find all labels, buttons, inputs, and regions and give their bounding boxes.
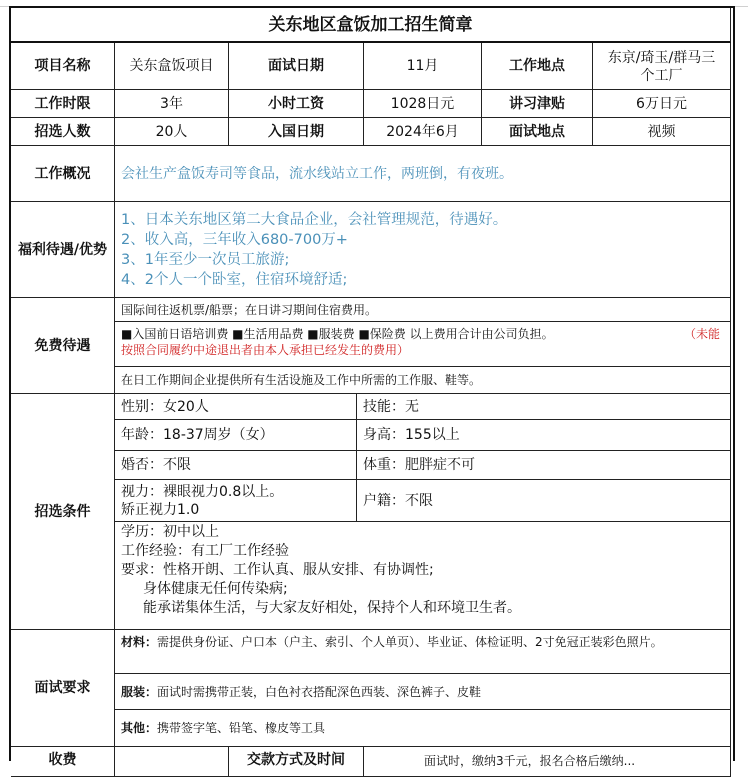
- interview-place-label: 面试地点: [482, 118, 593, 146]
- weight: 体重：肥胖症不可: [357, 451, 731, 480]
- requirement-1: 要求：性格开朗、工作认真、服从安排、有协调性;: [121, 562, 434, 578]
- page-title: 关东地区盒饭加工招生简章: [11, 8, 731, 43]
- entry-value: 2024年6月: [364, 118, 482, 146]
- conditions-label: 招选条件: [11, 394, 115, 630]
- free-note-start: （未能: [683, 327, 720, 341]
- interview-label: 面试要求: [11, 630, 115, 747]
- hukou: 户籍：不限: [357, 480, 731, 522]
- height: 身高：155以上: [357, 420, 731, 451]
- other-text: 携带签字笔、铅笔、橡皮等工具: [157, 721, 326, 735]
- location-value: [593, 43, 731, 90]
- interview-place-value: 视频: [593, 118, 731, 146]
- welfare-label: 福利待遇/优势: [11, 202, 115, 298]
- free-fees: ■入国前日语培训费 ■生活用品费 ■服装费 ■保险费 以上费用合计由公司负担。: [121, 327, 554, 341]
- other-row: [115, 710, 731, 747]
- count-label: 招选人数: [11, 118, 115, 146]
- marriage: 婚否：不限: [115, 451, 357, 480]
- vision-line-1: 视力：裸眼视力0.8以上。: [121, 483, 284, 500]
- clothing-text: 面试时需携带正装，白色衬衣搭配深色西装、深色裤子、皮鞋: [157, 684, 482, 699]
- free-line-3: 在日工作期间企业提供所有生活设施及工作中所需的工作服、鞋等。: [115, 367, 731, 394]
- location-line-2: 个工厂: [640, 68, 683, 84]
- welfare-item: 1、日本关东地区第二大食品企业，会社管理规范，待遇好。: [121, 211, 508, 228]
- welfare-item: 4、2个人一个卧室，住宿环境舒适;: [121, 271, 348, 288]
- fee-label: 收费: [11, 747, 115, 777]
- free-label: 免费待遇: [11, 298, 115, 394]
- vision-line-2: 矫正视力1.0: [121, 501, 200, 518]
- free-line-1: 国际间往返机票/船票；在日讲习期间住宿费用。: [115, 298, 731, 322]
- requirement-2: 身体健康无任何传染病;: [143, 581, 288, 597]
- payment-text: 面试时，缴纳3千元，报名合格后缴纳...: [364, 747, 731, 777]
- clothing-row: [115, 674, 731, 710]
- experience: 工作经验：有工厂工作经验: [121, 543, 289, 559]
- welfare-item: 3、1年至少一次员工旅游;: [121, 251, 290, 268]
- allowance-label: 讲习津贴: [482, 90, 593, 118]
- clothing-label: 服装：: [121, 684, 158, 699]
- exam-date-value: 11月: [364, 43, 482, 90]
- project-label: 项目名称: [11, 43, 115, 90]
- form-frame: [9, 6, 735, 768]
- free-note: 按照合同履约中途退出者由本人承担已经发生的费用）: [121, 343, 410, 357]
- requirements: [115, 522, 731, 630]
- materials-label: 材料：: [121, 635, 158, 649]
- welfare-list: [115, 202, 731, 298]
- overview-label: 工作概况: [11, 146, 115, 202]
- other-label: 其他：: [121, 721, 158, 735]
- wage-value: 1028日元: [364, 90, 482, 118]
- welfare-item: 2、收入高，三年收入680-700万+: [121, 231, 348, 248]
- count-value: 20人: [115, 118, 229, 146]
- gender: 性别：女20人: [115, 394, 357, 420]
- overview-text: 会社生产盒饭寿司等食品，流水线站立工作，两班倒，有夜班。: [115, 146, 731, 202]
- term-label: 工作时限: [11, 90, 115, 118]
- wage-label: 小时工资: [229, 90, 364, 118]
- materials-text: 需提供身份证、户口本（户主、索引、个人单页）、毕业证、体检证明、2寸免冠正装彩色照片。: [157, 635, 663, 649]
- vision: [115, 480, 357, 522]
- exam-date-label: 面试日期: [229, 43, 364, 90]
- age: 年龄：18-37周岁（女）: [115, 420, 357, 451]
- entry-label: 入国日期: [229, 118, 364, 146]
- fee-value: [115, 747, 229, 777]
- materials-row: [115, 630, 731, 674]
- location-label: 工作地点: [482, 43, 593, 90]
- free-line-2: [115, 322, 731, 367]
- location-line-1: 东京/琦玉/群马三: [607, 50, 716, 66]
- term-value: 3年: [115, 90, 229, 118]
- allowance-value: 6万日元: [593, 90, 731, 118]
- skill: 技能：无: [357, 394, 731, 420]
- education: 学历：初中以上: [121, 524, 219, 540]
- requirement-3: 能承诺集体生活，与大家友好相处，保持个人和环境卫生者。: [143, 600, 521, 616]
- payment-label: 交款方式及时间: [229, 747, 364, 777]
- project-value: 关东盒饭项目: [115, 43, 229, 90]
